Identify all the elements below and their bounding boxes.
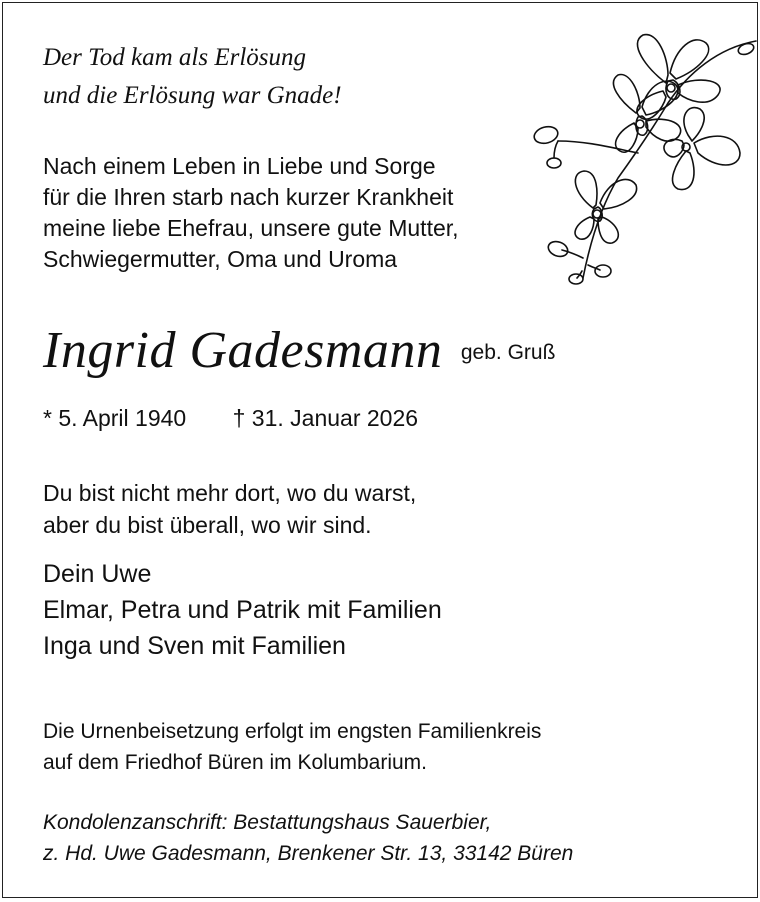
deceased-name-row	[43, 321, 555, 381]
birth-date: * 5. April 1940	[43, 405, 187, 431]
obituary-notice	[2, 2, 758, 898]
intro-line: Nach einem Leben in Liebe und Sorge	[43, 153, 436, 179]
intro-line: meine liebe Ehefrau, unsere gute Mutter,	[43, 215, 459, 241]
mourners	[43, 556, 442, 664]
condolence-line: z. Hd. Uwe Gadesmann, Brenkener Str. 13, 33142 Büren	[43, 842, 574, 865]
maiden-name: geb. Gruß	[460, 341, 556, 364]
motto-line: Der Tod kam als Erlösung	[43, 44, 306, 71]
intro-text	[43, 151, 459, 275]
motto-line: und die Erlösung war Gnade!	[43, 82, 342, 109]
death-date: 31. Januar 2026	[251, 405, 419, 431]
mourner-line: Elmar, Petra und Patrik mit Familien	[43, 596, 442, 624]
verse-line: aber du bist überall, wo wir sind.	[43, 512, 372, 538]
cross-icon: †	[232, 405, 246, 431]
burial-line: Die Urnenbeisetzung erfolgt im engsten Familienkreis	[43, 720, 542, 743]
verse-line: Du bist nicht mehr dort, wo du warst,	[43, 480, 417, 506]
intro-line: Schwiegermutter, Oma und Uroma	[43, 246, 398, 272]
deceased-name: Ingrid Gadesmann	[43, 322, 443, 379]
intro-line: für die Ihren starb nach kurzer Krankheit	[43, 184, 454, 210]
burial-info	[43, 716, 541, 778]
verse	[43, 477, 416, 541]
condolence-line: Kondolenzanschrift: Bestattungshaus Sauerbier,	[43, 811, 492, 834]
burial-line: auf dem Friedhof Büren im Kolumbarium.	[43, 751, 427, 774]
life-dates	[43, 402, 418, 434]
mourner-line: Inga und Sven mit Familien	[43, 632, 346, 660]
orchid-branch-icon	[518, 13, 758, 298]
motto	[43, 39, 342, 115]
mourner-line: Dein Uwe	[43, 560, 152, 588]
condolence-address	[43, 807, 573, 869]
